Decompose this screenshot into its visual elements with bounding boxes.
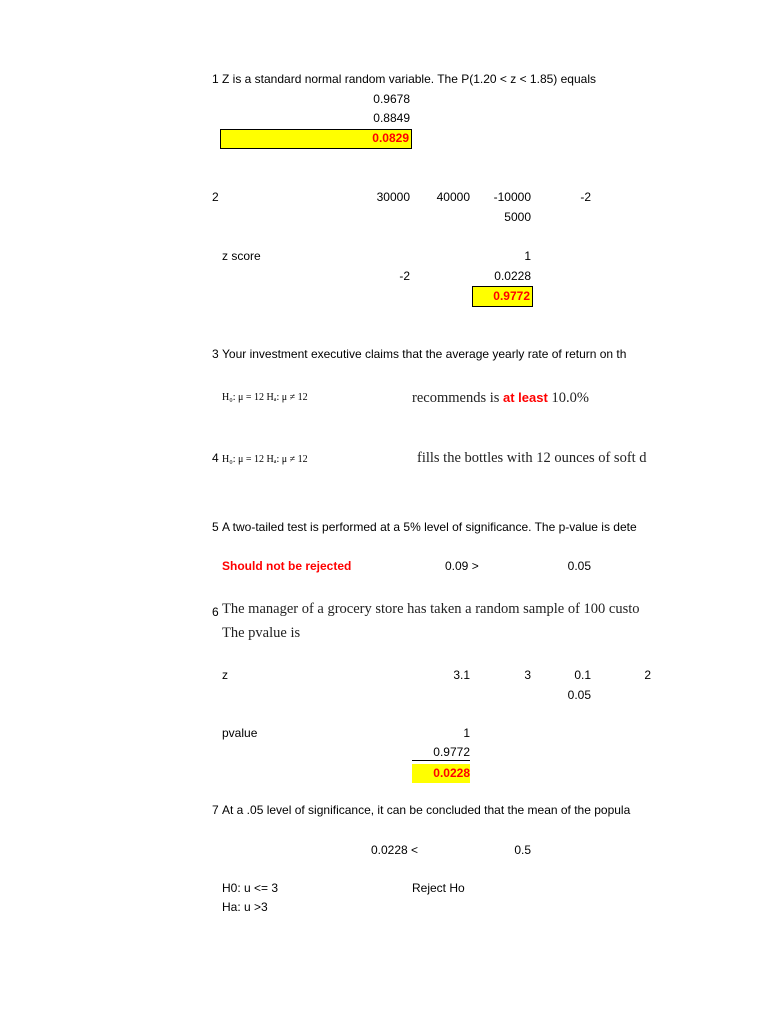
q1-value-2: 0.8849 — [373, 111, 410, 125]
q6-pvalue-2: 0.9772 — [412, 744, 470, 761]
q2-cell-5: 5000 — [504, 210, 531, 224]
q3-rec-emphasis: at least — [503, 390, 548, 405]
q6-text: The manager of a grocery store has taken a random sample of 100 custo — [222, 601, 640, 617]
q1-text: Z is a standard normal random variable. The P(1.20 < z < 1.85) equals — [222, 72, 596, 86]
q6-z-value-2: 3 — [524, 668, 531, 682]
q2-cell-4: -2 — [580, 190, 591, 204]
q3-text: Your investment executive claims that the average yearly rate of return on th — [222, 347, 627, 361]
q6-z-value-4: 2 — [644, 668, 651, 682]
q7-value-1: 0.0228 < — [371, 843, 419, 857]
q5-result: Should not be rejected — [222, 559, 352, 573]
q6-pvalue-label: pvalue — [222, 726, 258, 740]
q3-hypotheses: H₀: μ = 12 Hₐ: μ ≠ 12 — [222, 392, 308, 403]
q5-number: 5 — [212, 520, 219, 534]
q4-number: 4 — [212, 451, 219, 465]
q7-text: At a .05 level of significance, it can be concluded that the mean of the popula — [222, 803, 631, 817]
q6-z-value-3: 0.1 — [574, 668, 591, 682]
q3-number: 3 — [212, 347, 219, 361]
q5-value-1: 0.09 > — [445, 559, 479, 573]
q6-z-value-5: 0.05 — [567, 688, 591, 702]
q7-conclusion: Reject Ho — [412, 881, 465, 895]
q4-hypotheses: H₀: μ = 12 Hₐ: μ ≠ 12 — [222, 454, 308, 465]
q2-cell-3: -10000 — [493, 190, 531, 204]
q4-text: fills the bottles with 12 ounces of soft d — [417, 450, 647, 466]
q6-z-value-1: 3.1 — [453, 668, 470, 682]
q7-value-2: 0.5 — [514, 843, 531, 857]
q7-alt-hypothesis: Ha: u >3 — [222, 900, 268, 914]
q1-answer-cell: 0.0829 — [220, 129, 412, 149]
q1-value-1: 0.9678 — [373, 92, 410, 106]
q2-z-value-2: -2 — [399, 269, 410, 283]
q3-rec-prefix: recommends is — [412, 390, 504, 406]
q6-answer-cell: 0.0228 — [412, 764, 470, 783]
q3-recommendation — [412, 389, 589, 407]
q2-answer-cell: 0.9772 — [472, 286, 533, 307]
q5-text: A two-tailed test is performed at a 5% level of significance. The p-value is dete — [222, 520, 637, 534]
q2-z-score-label: z score — [222, 249, 261, 263]
q6-pvalue-1: 1 — [463, 726, 470, 740]
q2-z-value-1: 1 — [524, 249, 531, 263]
q7-number: 7 — [212, 803, 219, 817]
q7-null-hypothesis: H0: u <= 3 — [222, 881, 279, 895]
q2-cell-1: 30000 — [376, 190, 410, 204]
q6-z-label: z — [222, 668, 228, 682]
q2-z-value-3: 0.0228 — [494, 269, 531, 283]
q2-number: 2 — [212, 190, 219, 204]
q1-number: 1 — [212, 72, 219, 86]
q6-text-2: The pvalue is — [222, 625, 301, 641]
q2-cell-2: 40000 — [436, 190, 470, 204]
q5-value-2: 0.05 — [567, 559, 591, 573]
q3-rec-suffix: 10.0% — [547, 390, 589, 406]
q6-number: 6 — [212, 605, 219, 619]
